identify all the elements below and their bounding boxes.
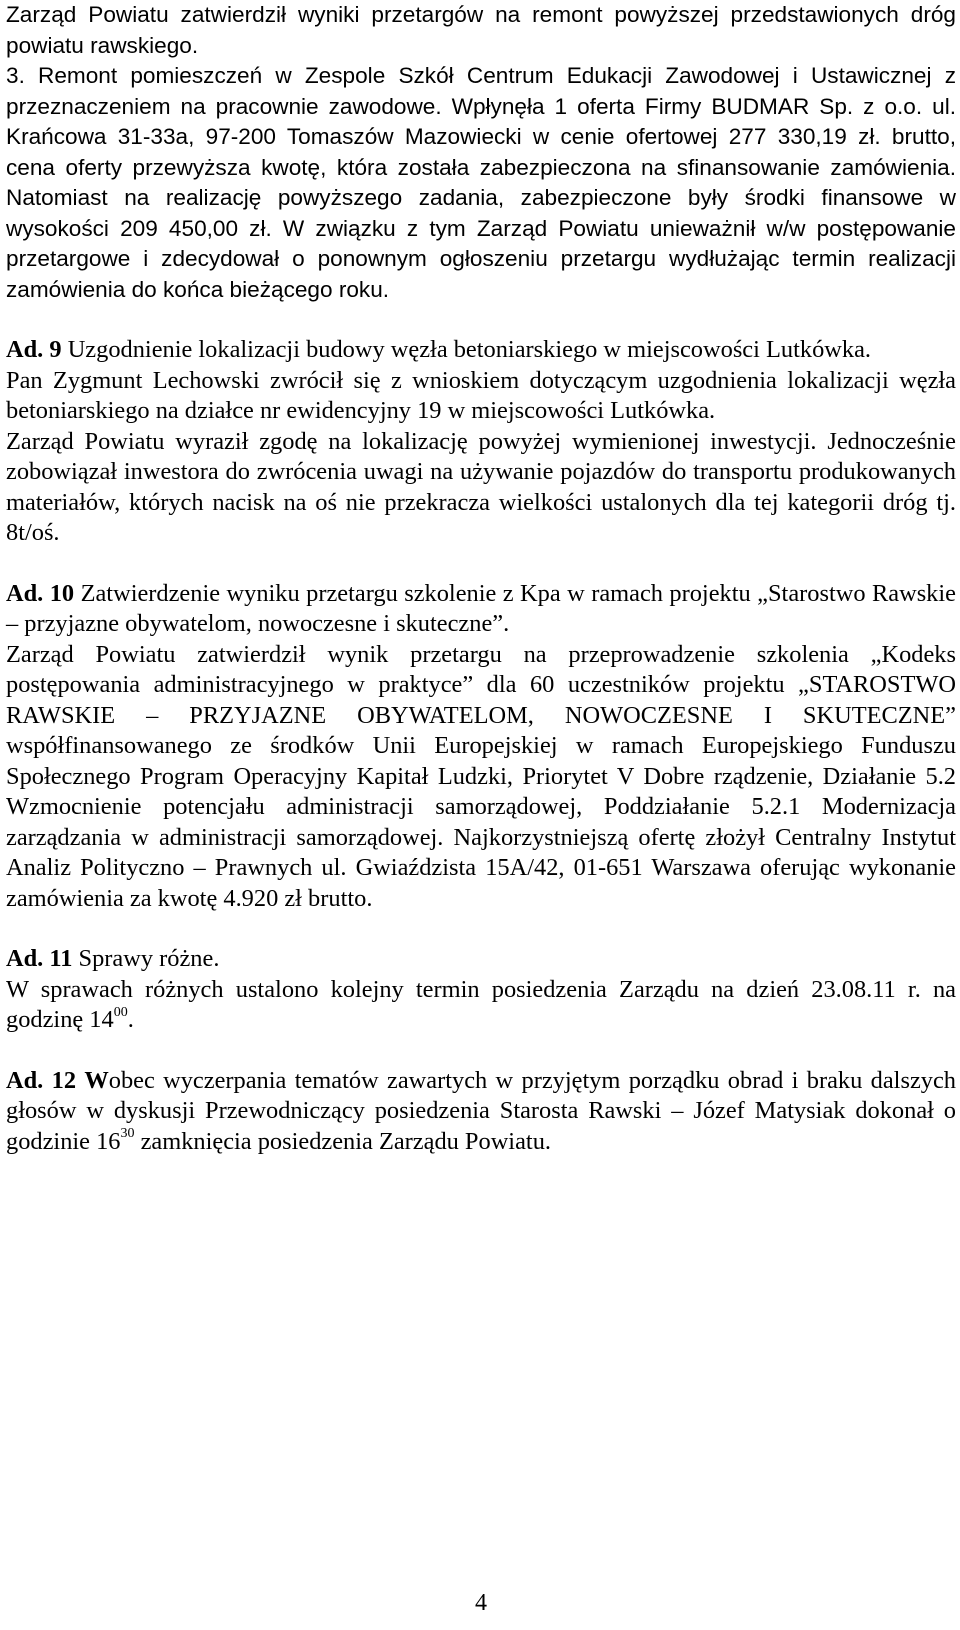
agenda-number: 9 — [49, 336, 62, 363]
spacer — [6, 549, 956, 579]
agenda-title: Uzgodnienie lokalizacji budowy węzła betoniarskiego w miejscowości Lutkówka. — [61, 336, 871, 363]
time-minutes-superscript: 00 — [113, 1004, 128, 1020]
paragraph-next-meeting — [6, 975, 956, 1036]
spacer — [6, 305, 956, 335]
agenda-item-12-paragraph — [6, 1066, 956, 1158]
agenda-number: 11 — [49, 945, 73, 972]
next-meeting-text: W sprawach różnych ustalono kolejny termin posiedzenia Zarządu na dzień 23.08.11 r. na godzinę 14 — [6, 975, 956, 1033]
agenda-item-10-heading — [6, 579, 956, 640]
ad-label: Ad. — [6, 945, 44, 972]
closing-text-end: zamknięcia posiedzenia Zarządu Powiatu. — [134, 1127, 551, 1155]
agenda-number: 10 — [49, 579, 75, 607]
bold-initial: W — [84, 1066, 109, 1094]
ad-label: Ad. — [6, 579, 44, 607]
page-number: 4 — [475, 1590, 487, 1616]
document-page — [6, 0, 956, 1630]
agenda-title: Zatwierdzenie wyniku przetargu szkolenie z Kpa w ramach projektu „Starostwo Rawskie – przyjazne obywatelom, nowoczesne i skuteczne”. — [6, 579, 956, 637]
agenda-title: Sprawy różne. — [72, 945, 220, 972]
paragraph-renovation-tender: 3. Remont pomieszczeń w Zespole Szkół Centrum Edukacji Zawodowej i Ustawicznej z przeznaczeniem na pracownie zawodowe. Wpłynęła 1 oferta Firmy BUDMAR Sp. z o.o. ul. Krańcowa 31-33a, 97-200 Tomaszów Mazowiecki w cenie ofertowej 277 330,19 zł. brutto, cena oferty przewyższa kwotę, która została zabezpieczona na sfinansowanie zamówienia. Natomiast na realizację powyższego zadania, zabezpieczone były środki finansowe w wysokości 209 450,00 zł. W związku z tym Zarząd Powiatu unieważnił w/w postępowanie przetargowe i zdecydował o ponownym ogłoszeniu przetargu wydłużając termin realizacji zamówienia do końca bieżącego roku. — [6, 63, 956, 302]
punctuation: . — [127, 1006, 134, 1033]
paragraph-training-tender: Zarząd Powiatu zatwierdził wynik przetargu na przeprowadzenie szkolenia „Kodeks postępowania administracyjnego w praktyce” dla 60 uczestników projektu „STAROSTWO RAWSKIE – PRZYJAZNE OBYWATELOM, NOWOCZESNE I SKUTECZNE” współfinansowanego ze środków Unii Europejskiej w ramach Europejskiego Funduszu Społecznego Program Operacyjny Kapitał Ludzki, Priorytet V Dobre rządzenie, Działanie 5.2 Wzmocnienie potencjału administracji samorządowej, Poddziałanie 5.2.1 Modernizacja zarządzania w administracji samorządowej. Najkorzystniejszą ofertę złożył Centralny Instytut Analiz Polityczno – Prawnych ul. Gwiaździsta 15A/42, 01-651 Warszawa oferując wykonanie zamówienia za kwotę 4.920 zł brutto. — [6, 640, 956, 912]
spacer — [6, 914, 956, 944]
agenda-item-9-heading — [6, 335, 956, 366]
paragraph-tender-approval: Zarząd Powiatu zatwierdził wyniki przetargów na remont powyższej przedstawionych dróg powiatu rawskiego. — [6, 2, 956, 58]
ad-label: Ad. — [6, 1066, 44, 1094]
agenda-number: 12 — [51, 1066, 77, 1094]
agenda-item-11-heading — [6, 944, 956, 975]
closing-text: obec wyczerpania tematów zawartych w przyjętym porządku obrad i braku dalszych głosów w dyskusji Przewodniczący posiedzenia Starosta Rawski – Józef Matysiak dokonał o godzinie 16 — [6, 1066, 956, 1155]
ad-label: Ad. — [6, 336, 44, 363]
closing-time-superscript: 30 — [120, 1126, 135, 1142]
paragraph-concrete-plant-decision: Zarząd Powiatu wyraził zgodę na lokalizację powyżej wymienionej inwestycji. Jednocześnie zobowiązał inwestora do zwrócenia uwagi na używanie pojazdów do transportu produkowanych materiałów, których nacisk na oś nie przekracza wielkości ustalonych dla tej kategorii dróg tj. 8t/oś. — [6, 427, 956, 546]
spacer — [6, 1036, 956, 1066]
paragraph-concrete-plant-request: Pan Zygmunt Lechowski zwrócił się z wnioskiem dotyczącym uzgodnienia lokalizacji węzła betoniarskiego na działce nr ewidencyjny 19 w miejscowości Lutkówka. — [6, 366, 956, 424]
